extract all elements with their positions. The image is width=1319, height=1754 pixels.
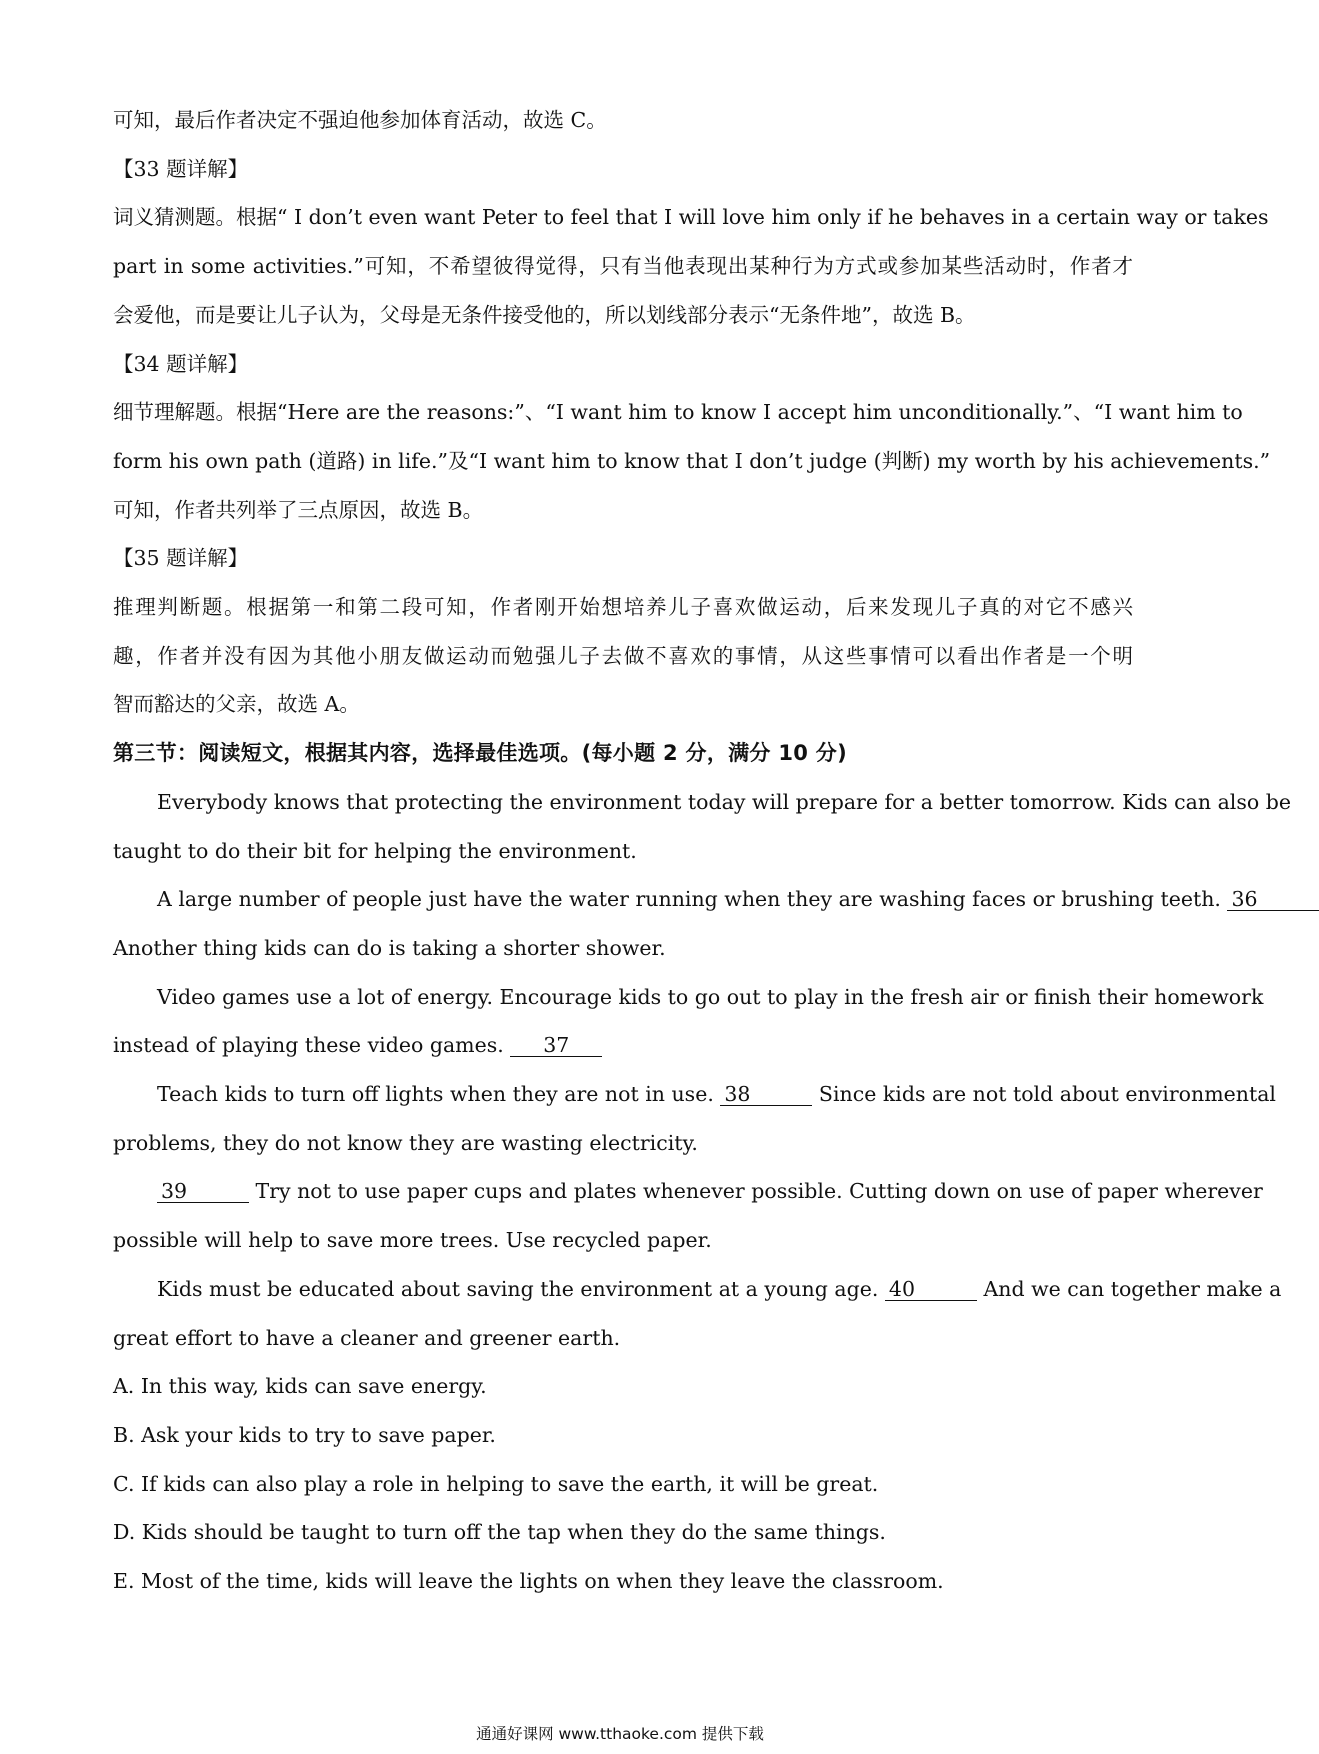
passage-p6-text-b: And we can together make a	[983, 1276, 1282, 1301]
passage-p1-line-1: Everybody knows that protecting the environment today will prepare for a better tomorrow. Kids can also be	[157, 789, 1291, 814]
document-page	[113, 96, 1291, 1606]
passage-p4-text-b: Since kids are not told about environmental	[818, 1082, 1276, 1107]
blank-36: 36	[1227, 888, 1319, 911]
passage-p2-line-2: Another thing kids can do is taking a shorter shower.	[113, 935, 666, 960]
q34-line-1: 细节理解题。根据“Here are the reasons:”、“I want him to know I accept him unconditionally.”、“I want him to	[113, 400, 1243, 425]
passage-p4-text-a: Teach kids to turn off lights when they are not in use.	[157, 1082, 714, 1107]
blank-39: 39	[157, 1180, 249, 1203]
passage-p3-line-1: Video games use a lot of energy. Encourage kids to go out to play in the fresh air or finish their homework	[157, 984, 1264, 1009]
passage-p6-line-2: great effort to have a cleaner and greener earth.	[113, 1325, 621, 1350]
passage-p6-line-1	[113, 1265, 1282, 1314]
passage-p4-line-2: problems, they do not know they are wasting electricity.	[113, 1130, 698, 1155]
q33-line-1: 词义猜测题。根据“ I don’t even want Peter to feel that I will love him only if he behaves in a certain way or takes	[113, 205, 1269, 230]
option-a: A. In this way, kids can save energy.	[113, 1374, 487, 1399]
passage-p3-line-2	[113, 1021, 1133, 1070]
option-d: D. Kids should be taught to turn off the tap when they do the same things.	[113, 1520, 886, 1545]
passage-p6-text-a: Kids must be educated about saving the environment at a young age.	[157, 1276, 879, 1301]
q34-heading: 【34 题详解】	[113, 351, 249, 376]
passage-p3-text: instead of playing these video games.	[113, 1033, 504, 1058]
option-c: C. If kids can also play a role in helping to save the earth, it will be great.	[113, 1471, 879, 1496]
option-b: B. Ask your kids to try to save paper.	[113, 1422, 496, 1447]
passage-p2-text: A large number of people just have the water running when they are washing faces or brushing teeth.	[157, 887, 1221, 912]
q33-line-2: part in some activities.”可知，不希望彼得觉得，只有当他表现出某种行为方式或参加某些活动时，作者才	[113, 254, 1133, 279]
option-e: E. Most of the time, kids will leave the lights on when they leave the classroom.	[113, 1569, 944, 1594]
passage-p2-line-1	[113, 875, 1258, 924]
q35-line-3: 智而豁达的父亲，故选 A。	[113, 692, 360, 717]
q34-line-2: form his own path (道路) in life.”及“I want him to know that I don’t judge (判断) my worth by his achievements.”	[113, 448, 1271, 473]
section-3-title: 第三节：阅读短文，根据其内容，选择最佳选项。(每小题 2 分，满分 10 分)	[113, 741, 847, 766]
q35-heading: 【35 题详解】	[113, 546, 249, 571]
passage-p5-text: Try not to use paper cups and plates whenever possible. Cutting down on use of paper wherever	[255, 1179, 1263, 1204]
passage-p1-line-2: taught to do their bit for helping the environment.	[113, 838, 637, 863]
blank-40: 40	[885, 1278, 977, 1301]
blank-38: 38	[720, 1083, 812, 1106]
q34-line-3: 可知，作者共列举了三点原因，故选 B。	[113, 497, 484, 522]
q35-line-1: 推理判断题。根据第一和第二段可知，作者刚开始想培养儿子喜欢做运动，后来发现儿子真的对它不感兴	[113, 595, 1133, 620]
q33-line-3: 会爱他，而是要让儿子认为，父母是无条件接受他的，所以划线部分表示“无条件地”，故选 B。	[113, 302, 976, 327]
passage-p4-line-1	[113, 1070, 1276, 1119]
q33-heading: 【33 题详解】	[113, 156, 249, 181]
blank-37: 37	[510, 1034, 602, 1057]
explanation-32-conclusion: 可知，最后作者决定不强迫他参加体育活动，故选 C。	[113, 108, 607, 132]
passage-p5-line-2: possible will help to save more trees. Use recycled paper.	[113, 1228, 712, 1253]
passage-p5-line-1	[113, 1167, 1263, 1216]
q35-line-2: 趣，作者并没有因为其他小朋友做运动而勉强儿子去做不喜欢的事情，从这些事情可以看出作者是一个明	[113, 643, 1133, 668]
page-footer: 通通好课网 www.tthaoke.com 提供下载	[476, 1725, 764, 1743]
